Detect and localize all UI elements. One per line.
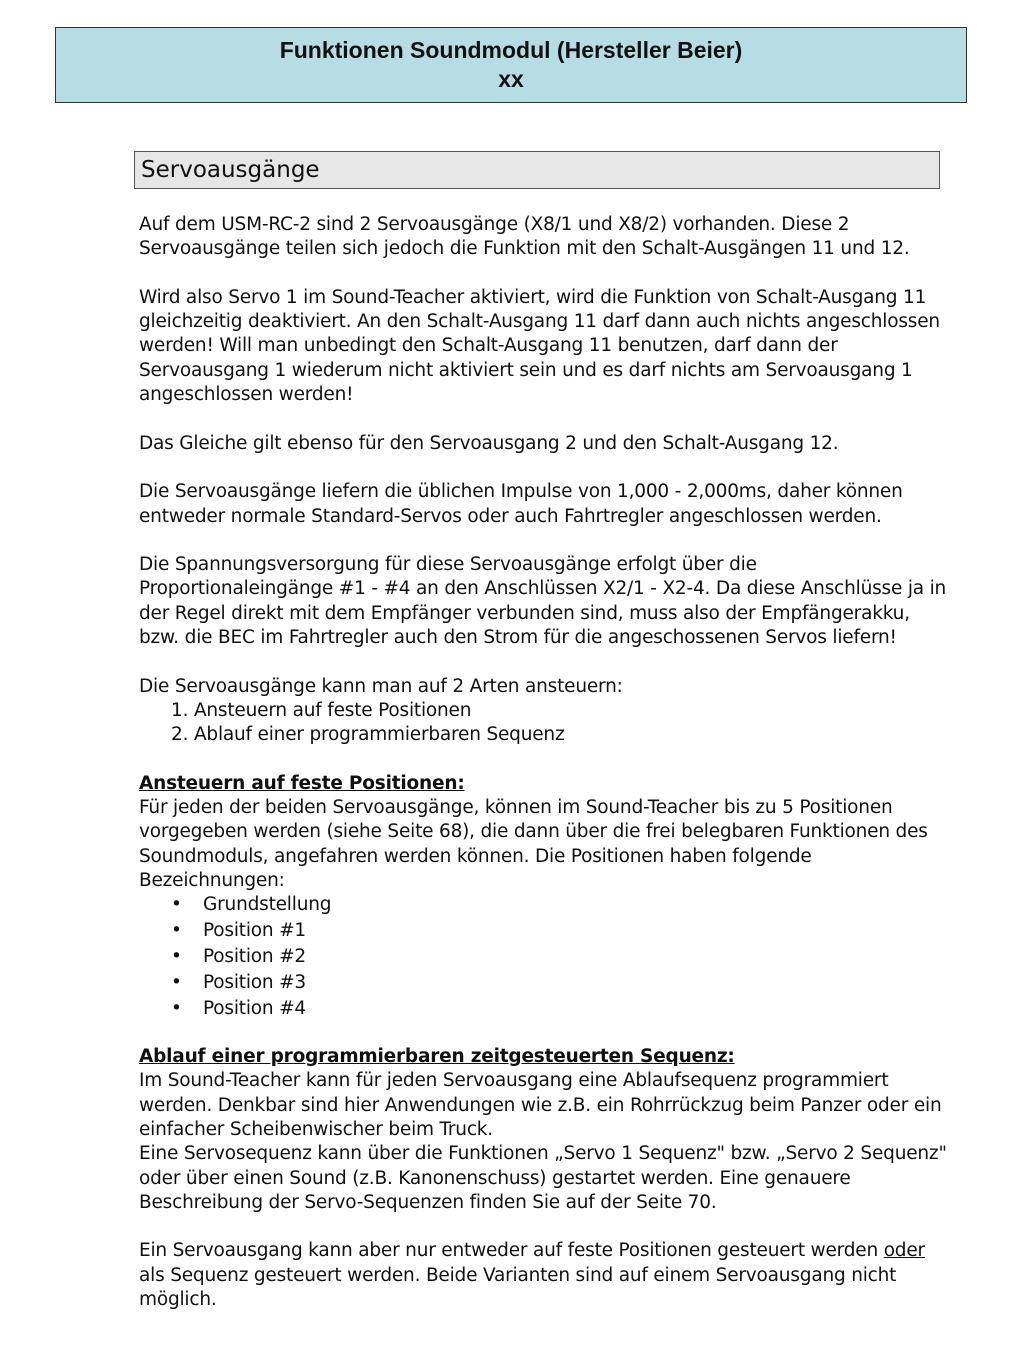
- positions-list: [139, 893, 949, 1020]
- page-subtitle: xx: [498, 66, 524, 92]
- paragraph-servo2: Das Gleiche gilt ebenso für den Servoausgang 2 und den Schalt-Ausgang 12.: [139, 432, 839, 454]
- list-item: • Position #4: [139, 997, 949, 1021]
- list-item: 1. Ansteuern auf feste Positionen: [171, 699, 472, 721]
- list-item: • Grundstellung: [139, 893, 949, 917]
- list-item: • Position #2: [139, 945, 949, 969]
- fixed-positions-text: Für jeden der beiden Servoausgänge, können im Sound-Teacher bis zu 5 Positionen vorgegeben werden (siehe Seite 68), die dann über die frei belegbaren Funktionen des Soundmoduls, angefahren werden können. Die Positionen haben folgende Bezeichnungen:: [139, 797, 928, 892]
- page-title: Funktionen Soundmodul (Hersteller Beier): [279, 37, 743, 63]
- page-title-box: [55, 27, 967, 103]
- list-item: • Position #3: [139, 971, 949, 995]
- sequence-heading: Ablauf einer programmierbaren zeitgesteuerten Sequenz:: [139, 1046, 735, 1068]
- paragraph-power: Die Spannungsversorgung für diese Servoausgänge erfolgt über die Proportionaleingänge #1 - #4 an den Anschlüssen X2/1 - X2-4. Da diese Anschlüsse ja in der Regel direkt mit dem Empfänger verbunden sind, muss also der Empfängerakku, bzw. die BEC im Fahrtregler auch den Strom für die angeschossenen Servos liefern!: [139, 554, 947, 649]
- sequence-text-2: Eine Servosequenz kann über die Funktionen „Servo 1 Sequenz" bzw. „Servo 2 Sequenz" oder über einen Sound (z.B. Kanonenschuss) gestartet werden. Eine genauere Beschreibung der Servo-Sequenzen finden Sie auf der Seite 70.: [139, 1143, 947, 1213]
- paragraph-modes: Die Servoausgänge kann man auf 2 Arten ansteuern:: [139, 675, 623, 697]
- fixed-positions-heading: Ansteuern auf feste Positionen:: [139, 772, 465, 794]
- modes-list: [139, 699, 949, 748]
- paragraph-final: Ein Servoausgang kann aber nur entweder auf feste Positionen gesteuert werden oder als Sequenz gesteuert werden. Beide Varianten sind auf einem Servoausgang nicht möglich.: [139, 1240, 925, 1311]
- sequence-text-1: Im Sound-Teacher kann für jeden Servoausgang eine Ablaufsequenz programmiert werden. Denkbar sind hier Anwendungen wie z.B. ein Rohrrückzug beim Panzer oder ein einfacher Scheibenwischer beim Truck.: [139, 1070, 942, 1140]
- emphasis-oder: oder: [883, 1240, 925, 1262]
- paragraph-intro: Auf dem USM-RC-2 sind 2 Servoausgänge (X8/1 und X8/2) vorhanden. Diese 2 Servoausgänge teilen sich jedoch die Funktion mit den Schalt-Ausgängen 11 und 12.: [139, 214, 910, 260]
- list-item: • Position #1: [139, 919, 949, 943]
- section-heading: Servoausgänge: [134, 151, 940, 189]
- paragraph-servo1: Wird also Servo 1 im Sound-Teacher aktiviert, wird die Funktion von Schalt-Ausgang 11 gleichzeitig deaktiviert. An den Schalt-Ausgang 11 darf dann auch nichts angeschlossen werden! Will man unbedingt den Schalt-Ausgang 11 benutzen, darf dann der Servoausgang 1 wiederum nicht aktiviert sein und es darf nichts am Servoausgang 1 angeschlossen werden!: [139, 286, 940, 406]
- paragraph-impulse: Die Servoausgänge liefern die üblichen Impulse von 1,000 - 2,000ms, daher können entweder normale Standard-Servos oder auch Fahrtregler angeschlossen werden.: [139, 481, 903, 527]
- document-body: [139, 213, 949, 1337]
- list-item: 2. Ablauf einer programmierbaren Sequenz: [171, 724, 565, 746]
